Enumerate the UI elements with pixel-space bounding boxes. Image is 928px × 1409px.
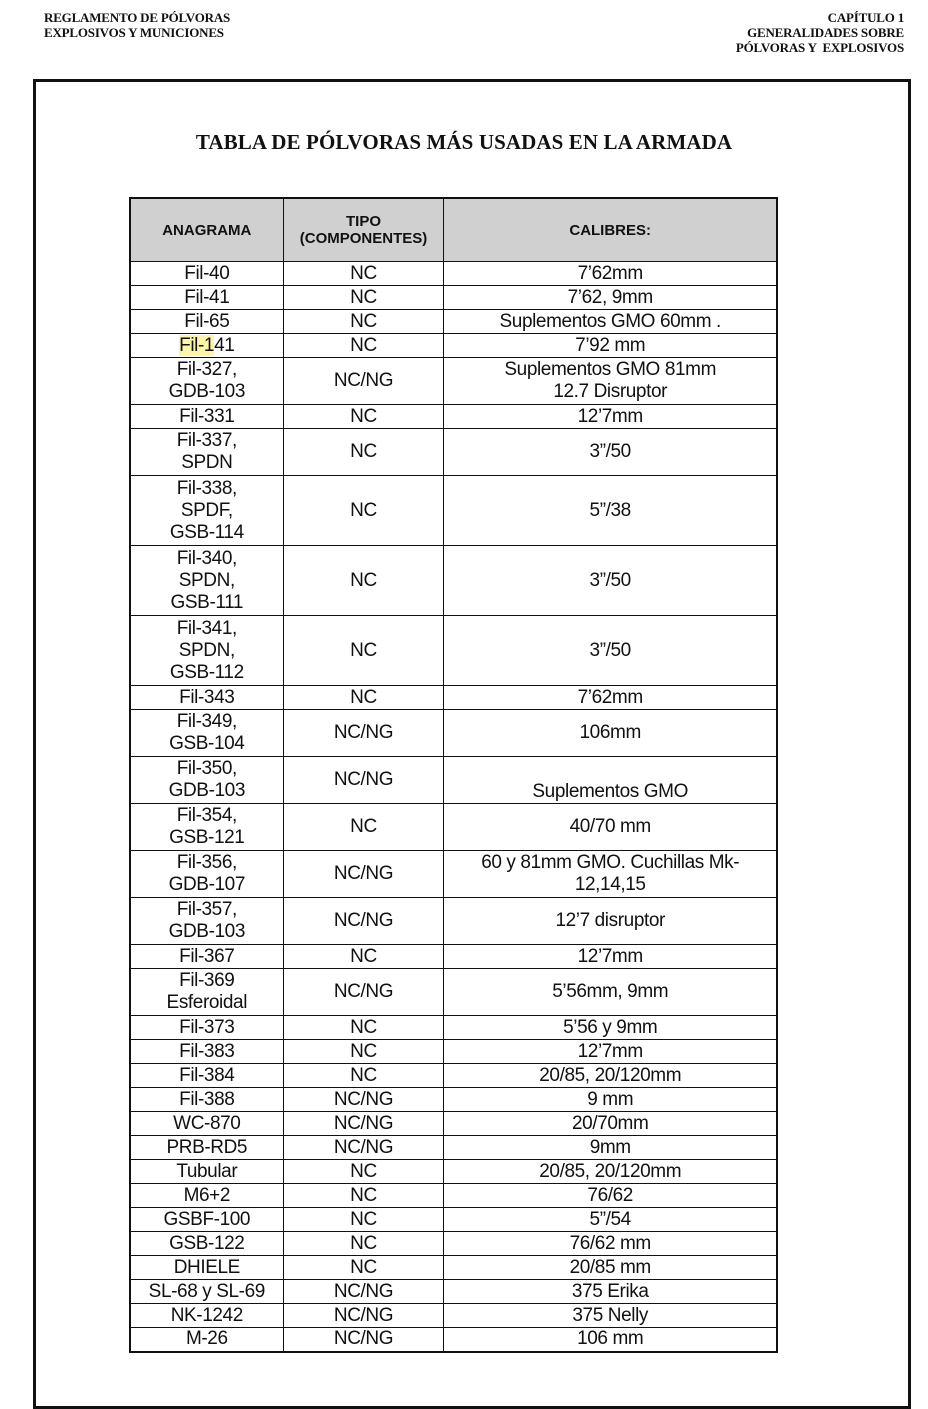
table-row [130,710,777,757]
cell-tipo: NC/NG [283,1304,444,1328]
cell-anagrama [130,262,283,286]
calibre-line: 5’56mm, 9mm [552,981,669,1002]
cell-tipo: NC [283,310,444,334]
calibre-line: 3”/50 [589,569,631,591]
anagrama-line: GSB-112 [169,661,244,683]
table-row [130,405,777,429]
cell-calibres [444,1112,777,1136]
cell-calibres [444,851,777,898]
anagrama-line: GDB-103 [168,381,245,402]
calibre-line: 12’7 disruptor [555,910,665,931]
cell-tipo: NC [283,1160,444,1184]
cell-anagrama [130,969,283,1016]
anagrama-line: Fil-369 [179,970,235,991]
column-header-anagrama [130,198,283,262]
cell-anagrama [130,1064,283,1088]
table-row [130,1184,777,1208]
cell-tipo: NC/NG [283,1280,444,1304]
anagrama-line: SPDN, [178,639,235,661]
cell-anagrama [130,476,283,546]
calibre-line: 106mm [579,722,641,743]
calibre-line: 3”/50 [589,441,631,462]
cell-tipo: NC [283,804,444,851]
table-row [130,358,777,405]
cell-calibres [444,1208,777,1232]
cell-anagrama [130,546,283,616]
table-title: TABLA DE PÓLVORAS MÁS USADAS EN LA ARMADA [195,130,733,154]
cell-anagrama [130,616,283,686]
anagrama-line: DHIELE [173,1256,240,1278]
calibre-line: 40/70 mm [569,816,651,837]
table-header-row [130,198,777,262]
cell-calibres [444,1304,777,1328]
cell-calibres [444,710,777,757]
cell-calibres [444,429,777,476]
cell-tipo: NC/NG [283,1328,444,1352]
table-row [130,1136,777,1160]
anagrama-line: GSB-122 [169,1232,245,1254]
calibre-line: 12.7 Disruptor [553,381,668,402]
calibre-line: 12’7mm [577,1040,643,1062]
table-row [130,616,777,686]
cell-anagrama [130,1280,283,1304]
cell-calibres [444,476,777,546]
anagrama-line: Fil-341, [176,617,237,639]
anagrama-line: M6+2 [183,1184,231,1206]
anagrama-line: GSB-114 [169,521,244,543]
cell-tipo: NC [283,1208,444,1232]
table-row [130,1016,777,1040]
anagrama-line: Fil-350, [176,758,237,779]
cell-anagrama [130,898,283,945]
anagrama-line: GDB-107 [168,874,245,895]
cell-tipo: NC/NG [283,757,444,804]
table-row [130,898,777,945]
cell-tipo: NC/NG [283,710,444,757]
calibre-line: 9mm [589,1136,631,1158]
cell-calibres [444,262,777,286]
header-left-line: REGLAMENTO DE PÓLVORAS [44,10,231,25]
cell-calibres [444,546,777,616]
cell-tipo: NC/NG [283,969,444,1016]
anagrama-line: Fil-354, [176,805,237,826]
anagrama-line: Fil-384 [179,1064,235,1086]
calibre-line: 3”/50 [589,639,631,661]
calibre-line: 375 Erika [571,1280,649,1302]
cell-calibres [444,310,777,334]
cell-tipo: NC [283,286,444,310]
anagrama-line: Fil-388 [179,1088,235,1110]
anagrama-line: Fil-40 [184,262,230,284]
anagrama-line: M-26 [185,1328,228,1350]
cell-calibres [444,1280,777,1304]
cell-tipo: NC/NG [283,1112,444,1136]
cell-tipo: NC [283,334,444,358]
anagrama-line: Esferoidal [166,992,248,1013]
cell-calibres [444,969,777,1016]
anagrama-line: Fil-327, [176,359,237,380]
calibre-line: 12’7mm [577,945,643,967]
table-body [130,262,777,1352]
cell-anagrama [130,334,283,358]
anagrama-line: Fil-373 [179,1016,235,1038]
calibre-line: Suplementos GMO 60mm . [499,310,721,332]
cell-calibres [444,945,777,969]
cell-tipo: NC [283,1232,444,1256]
cell-calibres [444,757,777,804]
calibre-line: 76/62 mm [569,1232,651,1254]
cell-tipo: NC [283,686,444,710]
calibre-line: 7’62mm [577,686,643,708]
calibre-line: 20/85 mm [569,1256,651,1278]
cell-calibres [444,804,777,851]
calibre-line: 20/70mm [572,1112,649,1134]
cell-tipo: NC [283,1256,444,1280]
anagrama-line: GSB-104 [169,733,245,754]
cell-tipo: NC [283,1040,444,1064]
table-row [130,1232,777,1256]
anagrama-line: GSB-121 [169,827,245,848]
calibre-line: 7’92 mm [575,334,646,356]
anagrama-line: Fil-383 [179,1040,235,1062]
cell-calibres [444,1016,777,1040]
calibre-line: 7’62mm [577,262,643,284]
anagrama-line: Fil-338, [176,477,237,499]
cell-calibres [444,286,777,310]
cell-anagrama [130,1232,283,1256]
table-row [130,1088,777,1112]
cell-tipo: NC [283,945,444,969]
table-row [130,1208,777,1232]
table-row [130,757,777,804]
cell-anagrama [130,286,283,310]
table-row [130,286,777,310]
anagrama-line: GDB-103 [168,921,245,942]
table-row [130,804,777,851]
cell-calibres [444,1088,777,1112]
calibre-line: 12,14,15 [574,874,646,895]
cell-tipo: NC [283,262,444,286]
anagrama-line: Fil-340, [176,547,237,569]
column-header-label: ANAGRAMA [162,221,252,239]
anagrama-line: GSB-111 [170,591,244,613]
cell-anagrama [130,1328,283,1352]
table-row [130,969,777,1016]
cell-anagrama [130,1208,283,1232]
table-row [130,1064,777,1088]
anagrama-line: WC-870 [173,1112,241,1134]
calibre-line: 375 Nelly [572,1304,649,1326]
column-header-label: TIPO [346,213,382,230]
cell-anagrama [130,757,283,804]
cell-anagrama [130,1112,283,1136]
table-row [130,1112,777,1136]
table-row [130,1256,777,1280]
calibre-line: 20/85, 20/120mm [539,1064,682,1086]
anagrama-line: Fil-337, [176,430,237,451]
cell-calibres [444,1040,777,1064]
calibre-line: 5’56 y 9mm [563,1016,658,1038]
cell-anagrama [130,429,283,476]
cell-calibres [444,1160,777,1184]
cell-calibres [444,686,777,710]
table-row [130,476,777,546]
anagrama-line: NK-1242 [170,1304,243,1326]
table-row [130,334,777,358]
powders-table [129,197,778,1353]
cell-tipo: NC [283,546,444,616]
table-row [130,546,777,616]
cell-tipo: NC [283,405,444,429]
cell-anagrama [130,358,283,405]
anagrama-line: Fil-356, [176,852,237,873]
cell-calibres [444,1136,777,1160]
calibre-line: 60 y 81mm GMO. Cuchillas Mk- [481,852,740,873]
table-row [130,1328,777,1352]
column-header-calibres [444,198,777,262]
search-highlight: Fil-1 [179,334,215,356]
cell-anagrama [130,945,283,969]
cell-calibres [444,334,777,358]
anagrama-line: SPDF, [180,499,233,521]
anagrama-line: PRB-RD5 [166,1136,248,1158]
cell-tipo: NC/NG [283,358,444,405]
cell-anagrama [130,851,283,898]
anagrama-line: Fil-367 [179,945,235,967]
cell-anagrama [130,1160,283,1184]
calibre-line: 9 mm [587,1088,634,1110]
anagrama-line: SPDN [181,452,233,473]
header-right-line: GENERALIDADES SOBRE [747,25,904,40]
running-header-left [44,10,230,40]
table-row [130,1040,777,1064]
header-right-line: CAPÍTULO 1 [827,10,904,25]
cell-anagrama [130,1184,283,1208]
cell-tipo: NC/NG [283,851,444,898]
anagrama-line: Fil-41 [184,286,230,308]
anagrama-line: Fil-349, [176,711,237,732]
anagrama-line: SPDN, [178,569,235,591]
cell-tipo: NC [283,1184,444,1208]
cell-tipo: NC/NG [283,1088,444,1112]
cell-calibres [444,1328,777,1352]
cell-calibres [444,358,777,405]
cell-tipo: NC [283,1016,444,1040]
running-header-right [736,10,904,55]
cell-anagrama [130,1256,283,1280]
cell-anagrama [130,686,283,710]
cell-anagrama [130,804,283,851]
anagrama-line: GDB-103 [168,780,245,801]
anagrama-line: Tubular [176,1160,238,1182]
header-right-line: PÓLVORAS Y EXPLOSIVOS [735,40,904,55]
table-row [130,262,777,286]
anagrama-line: GSBF-100 [163,1208,251,1230]
cell-calibres [444,1256,777,1280]
table-row [130,1160,777,1184]
anagrama-line: Fil-357, [176,899,237,920]
cell-anagrama [130,1088,283,1112]
header-left-line: EXPLOSIVOS Y MUNICIONES [44,25,224,40]
cell-anagrama [130,310,283,334]
cell-anagrama [130,710,283,757]
cell-tipo: NC/NG [283,1136,444,1160]
cell-tipo: NC [283,429,444,476]
anagrama-line: Fil-141 [179,334,235,356]
cell-anagrama [130,405,283,429]
table-row [130,686,777,710]
table-row [130,1304,777,1328]
cell-anagrama [130,1016,283,1040]
anagrama-line: Fil-65 [184,310,230,332]
table-row [130,945,777,969]
anagrama-line: SL-68 y SL-69 [148,1280,265,1302]
cell-tipo: NC [283,616,444,686]
cell-tipo: NC/NG [283,898,444,945]
calibre-line: 12’7mm [577,405,643,427]
calibre-line: 76/62 [587,1184,633,1206]
column-header-label: (COMPONENTES) [299,230,428,247]
calibre-line: 7’62, 9mm [567,286,653,308]
cell-tipo: NC [283,476,444,546]
table-row [130,851,777,898]
column-header-label: CALIBRES: [569,221,652,239]
cell-calibres [444,405,777,429]
anagrama-line: Fil-343 [179,686,235,708]
calibre-line: 20/85, 20/120mm [539,1160,682,1182]
cell-calibres [444,1184,777,1208]
cell-tipo: NC [283,1064,444,1088]
calibre-line: Suplementos GMO 81mm [504,359,717,380]
calibre-line: 5”/38 [589,499,631,521]
cell-calibres [444,616,777,686]
cell-anagrama [130,1304,283,1328]
table-row [130,1280,777,1304]
cell-anagrama [130,1136,283,1160]
cell-calibres [444,1064,777,1088]
column-header-tipo [283,198,444,262]
table-row [130,429,777,476]
calibre-line: Suplementos GMO [532,781,688,802]
cell-anagrama [130,1040,283,1064]
cell-calibres [444,898,777,945]
table-row [130,310,777,334]
calibre-line: 106 mm [577,1328,644,1350]
calibre-line: 5”/54 [589,1208,631,1230]
cell-calibres [444,1232,777,1256]
anagrama-line: Fil-331 [179,405,235,427]
